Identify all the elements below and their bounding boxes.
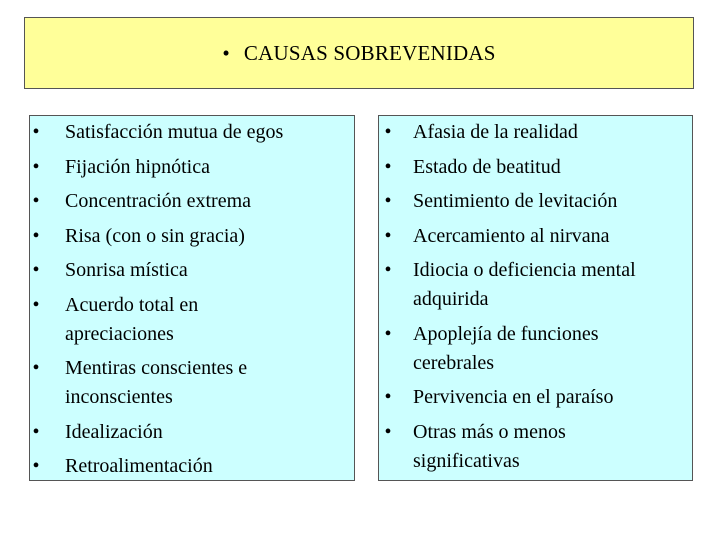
list-item-text: Idealización [65,420,163,443]
list-item [379,187,692,216]
list-item-text: Concentración extrema [65,190,252,212]
bullet-icon: • [32,293,40,316]
list-item-text: Afasia de la realidad [413,121,578,143]
list-item [30,187,354,216]
list-item-text: Sonrisa mística [65,259,188,281]
list-item [30,291,289,349]
bullet-icon: • [384,420,392,443]
list-item [379,418,637,476]
bullet-icon: • [32,224,40,247]
list-item-text: Mentiras conscientes e inconscientes [65,357,248,408]
bullet-icon: • [384,121,392,143]
bullet-icon: • [32,121,40,143]
list-item [379,153,692,182]
list-item [379,320,652,378]
list-item-text: Pervivencia en el paraíso [413,386,614,408]
list-item-text: Sentimiento de levitación [413,190,618,212]
title-box [24,17,694,89]
list-item [379,222,692,251]
bullet-icon: • [32,420,40,443]
title-label: CAUSAS SOBREVENIDAS [243,40,496,65]
bullet-icon: • [384,190,392,212]
list-item-text: Risa (con o sin gracia) [65,224,245,247]
list-item [379,256,689,314]
list-item-text: Satisfacción mutua de egos [65,121,284,143]
list-item-text: Acercamiento al nirvana [413,224,610,247]
list-item [379,118,692,147]
list-item-text: Fijación hipnótica [65,155,210,178]
bullet-icon: • [32,455,40,477]
list-item [379,383,692,412]
bullet-icon: • [384,155,392,178]
list-item-text: Otras más o menos significativas [413,420,566,472]
right-list [379,118,692,476]
right-panel [378,115,693,481]
list-item [30,118,354,147]
bullet-icon: • [384,224,392,247]
title-bullet: • [222,40,230,65]
list-item-text: Retroalimentación [65,455,213,477]
bullet-icon: • [32,190,40,212]
left-panel [29,115,355,481]
list-item [30,256,354,285]
left-list [30,118,354,481]
bullet-icon: • [32,155,40,178]
bullet-icon: • [384,322,392,345]
list-item [30,452,354,481]
list-item [30,153,354,182]
bullet-icon: • [384,259,392,281]
list-item [30,222,354,251]
bullet-icon: • [32,259,40,281]
slide-title [222,41,495,66]
list-item [30,418,354,447]
bullet-icon: • [384,386,392,408]
list-item-text: Acuerdo total en apreciaciones [65,293,199,345]
bullet-icon: • [32,357,40,379]
list-item-text: Estado de beatitud [413,155,561,178]
list-item [30,354,319,412]
list-item-text: Idiocia o deficiencia mental adquirida [413,259,636,310]
list-item-text: Apoplejía de funciones cerebrales [413,322,599,374]
